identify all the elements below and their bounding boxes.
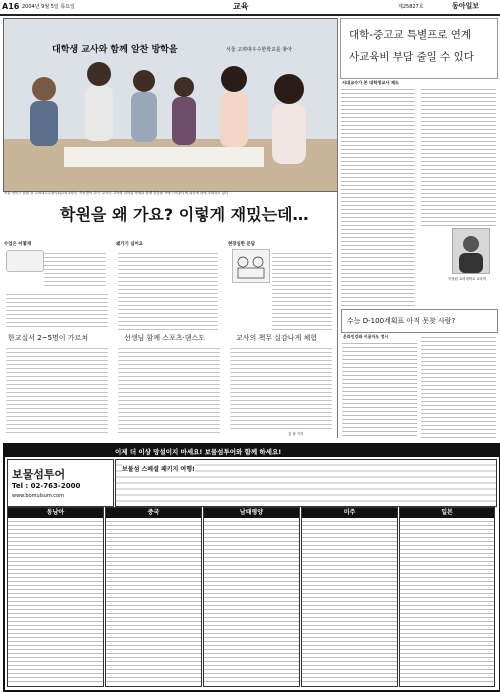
ad-banner: [5, 445, 499, 457]
photo-caption-title: 대학생 교사와 함께 알찬 방학을: [52, 45, 178, 55]
ad-website: www.bomulsum.com: [12, 493, 64, 499]
ad-column-2: [105, 507, 202, 687]
suneung-title: 수능 D-100계획표 아직 못찾 사람?: [347, 317, 456, 325]
subsection-mid: [116, 241, 222, 438]
subsection-left-title: 수업은 어떻게: [4, 242, 31, 247]
newspaper-name: 동아일보: [452, 2, 480, 10]
subsection-left-body: [6, 345, 108, 435]
suneung-column-1: [342, 340, 417, 438]
photo-caption: 서울 성북구 한편 한 고려대우수방사회교육 3자인 '자동별아 초이' 교사인 고학생 과학된 학생과 함께 말씀할 자에 시식문다며 복지에 따에 초려하고 있다: [4, 191, 229, 195]
suneung-subtitle: 온라인강좌 이용자도 정시: [343, 334, 389, 339]
subsection-right: [228, 241, 334, 438]
photo-caption-place: 서울 고려대우수한학교를 찾아: [226, 47, 292, 53]
ad-column-5: [399, 507, 495, 687]
subsection-left-intro: [44, 250, 106, 288]
ad-phone: Tel : 02-763-2000: [12, 482, 81, 490]
ad-columns: [7, 507, 495, 687]
ad-column-3: [203, 507, 300, 687]
subsection-mid-title: 왜가기 넘어요: [116, 242, 143, 247]
issue-number: 제25827호: [398, 4, 424, 10]
subsection-mid-heading: 선생님 함께 스포츠·댄스도: [124, 334, 206, 342]
advertisement: [3, 443, 500, 692]
ad-column-4: [301, 507, 398, 687]
ad-column-3-head: 남태평양: [204, 508, 299, 518]
subsection-left-heading: 한교실서 2~5명이 가르쳐: [8, 334, 89, 342]
author-portrait: [452, 228, 490, 274]
ad-promo-box: [115, 459, 497, 507]
sidebar-headline-2: 사교육비 부담 줄일 수 있다: [349, 51, 474, 63]
ad-column-4-head: 미주: [302, 508, 397, 518]
ad-column-1-head: 동남아: [8, 508, 103, 518]
subsection-left-text: [6, 291, 108, 329]
subsection-right-text: [272, 250, 332, 330]
subsection-left: [4, 241, 110, 438]
sidebar-subheading: 서대교수가 본 대학생교사 제도: [342, 80, 399, 85]
sidebar-column-1: [341, 86, 415, 306]
subsection-right-title: 현장심한 문답: [228, 242, 255, 247]
speech-bubble: [6, 250, 44, 272]
subsection-right-body: [230, 345, 332, 429]
ad-brand: 보물섬투어: [12, 468, 66, 481]
column-divider: [337, 18, 338, 438]
ad-column-1: [7, 507, 104, 687]
subsection-right-heading: 교사의 책무 실감나게 체험: [236, 334, 318, 342]
author-caption: 이정원 교려대학교 교육학: [448, 277, 487, 281]
sidebar-headline-1: 대학-중고교 특별프로 연계: [349, 29, 472, 41]
main-headline: 학원을 왜 가요? 이렇게 재밌는데…: [60, 205, 309, 224]
ad-promo: 보물섬 스페셜 패키지 여행!: [122, 466, 195, 473]
section-name: 교육: [233, 2, 249, 11]
suneung-column-2: [421, 334, 496, 438]
ad-column-5-head: 일본: [400, 508, 494, 518]
issue-date: 2004년 9월 5일 목요일: [22, 4, 75, 10]
subsection-mid-body: [118, 345, 220, 435]
suneung-box: [341, 309, 498, 333]
article-byline: 김 평 기자: [288, 432, 304, 436]
sidebar-headline-box: [340, 18, 498, 79]
ad-banner-text: 이제 더 이상 망설이지 마세요! 보물섬투어와 함께 하세요!: [115, 448, 282, 456]
page-number: A16: [2, 2, 20, 11]
cartoon-illustration: [232, 249, 270, 283]
page-header: [0, 0, 500, 16]
ad-column-2-head: 중국: [106, 508, 201, 518]
ad-brand-box: [7, 459, 114, 507]
article-photo: [3, 18, 338, 192]
subsection-mid-text: [118, 250, 218, 330]
